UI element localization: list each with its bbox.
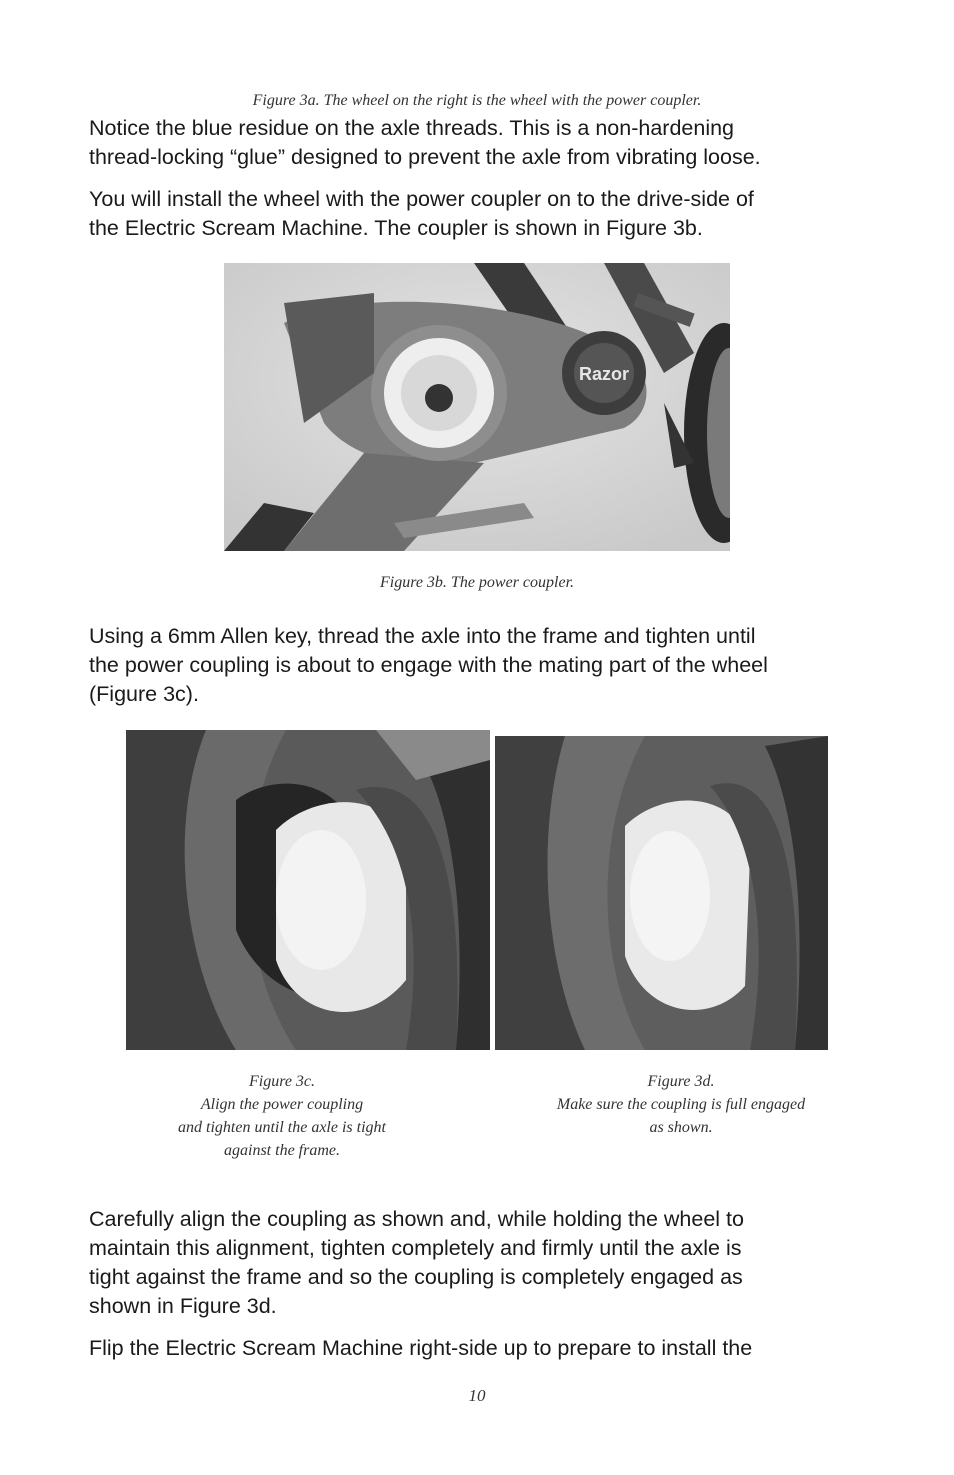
paragraph-line: tight against the frame and so the coupling is completely engaged as — [89, 1265, 743, 1289]
paragraph-blue-residue — [89, 114, 869, 172]
figure-3d-photo — [495, 736, 828, 1050]
figure-3d-caption — [511, 1070, 851, 1139]
paragraph-line: maintain this alignment, tighten completely and firmly until the axle is — [89, 1236, 742, 1260]
paragraph-line: thread-locking “glue” designed to prevent the axle from vibrating loose. — [89, 145, 761, 169]
caption-line: and tighten until the axle is tight — [178, 1119, 386, 1136]
page-number: 10 — [468, 1386, 486, 1405]
paragraph-line: Notice the blue residue on the axle threads. This is a non-hardening — [89, 116, 735, 140]
caption-line: as shown. — [649, 1119, 713, 1136]
paragraph-align-coupling — [89, 1205, 869, 1321]
figure-3b-caption: Figure 3b. The power coupler. — [379, 574, 575, 591]
paragraph-install-wheel — [89, 185, 869, 243]
caption-line: against the frame. — [224, 1142, 340, 1159]
paragraph-allen-key — [89, 622, 869, 709]
paragraph-line: You will install the wheel with the power coupler on to the drive-side of — [89, 187, 754, 211]
paragraph-line: Carefully align the coupling as shown and, while holding the wheel to — [89, 1207, 744, 1231]
paragraph-line: the Electric Scream Machine. The coupler is shown in Figure 3b. — [89, 216, 703, 240]
figure-3a-caption: Figure 3a. The wheel on the right is the wheel with the power coupler. — [252, 92, 702, 109]
paragraph-line: the power coupling is about to engage with the mating part of the wheel — [89, 653, 768, 677]
razor-logo-text: Razor — [578, 364, 630, 384]
figure-3b-photo — [224, 263, 730, 551]
paragraph-flip-machine — [89, 1334, 869, 1363]
caption-line: Figure 3c. — [248, 1073, 316, 1090]
paragraph-line: Using a 6mm Allen key, thread the axle into the frame and tighten until — [89, 624, 756, 648]
paragraph-line: shown in Figure 3d. — [89, 1294, 277, 1318]
figure-3c-photo — [126, 730, 490, 1050]
caption-line: Make sure the coupling is full engaged — [556, 1096, 806, 1113]
caption-line: Align the power coupling — [200, 1096, 364, 1113]
caption-line: Figure 3d. — [647, 1073, 715, 1090]
paragraph-line: Flip the Electric Scream Machine right-side up to prepare to install the — [89, 1336, 753, 1360]
figure-3c-caption — [142, 1070, 422, 1162]
paragraph-line: (Figure 3c). — [89, 682, 199, 706]
